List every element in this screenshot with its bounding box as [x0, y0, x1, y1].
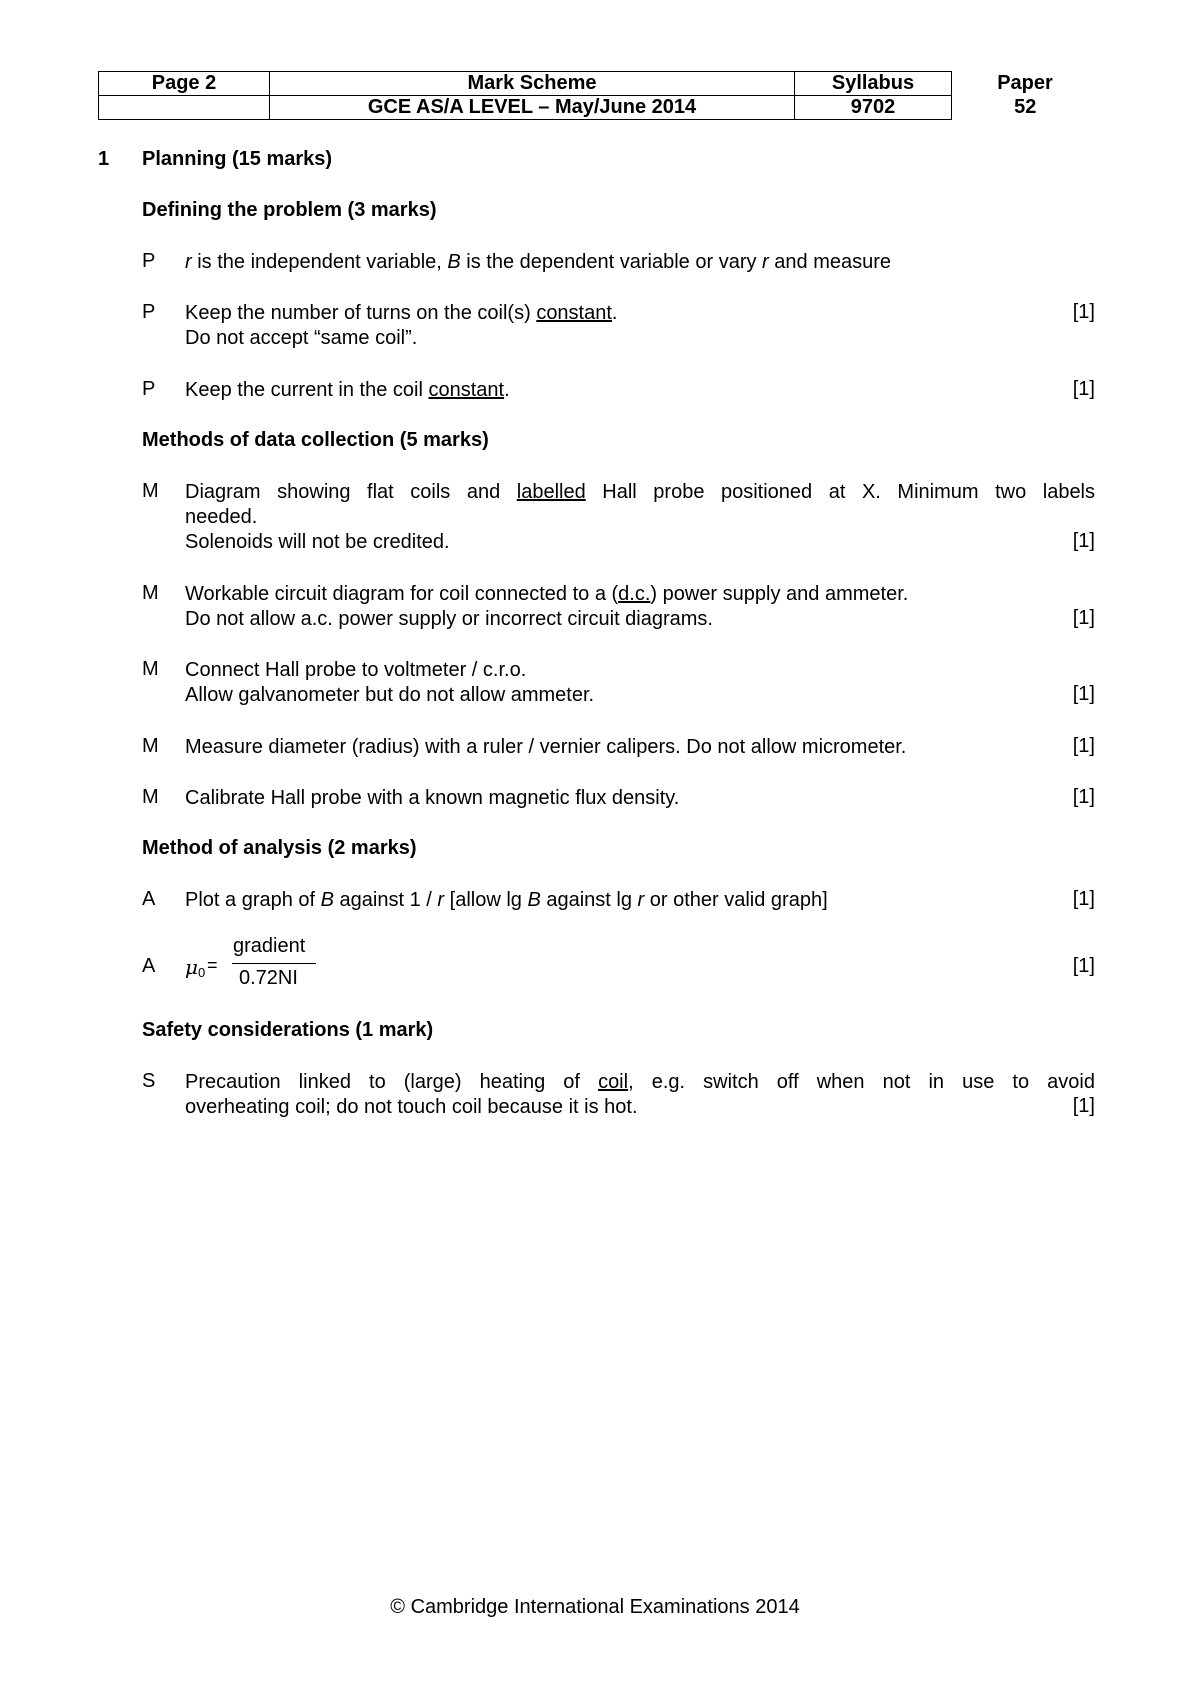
mark: [1] — [1072, 530, 1095, 552]
footer-copyright: © Cambridge International Examinations 2014 — [390, 1596, 800, 1618]
mark: [1] — [1072, 735, 1095, 757]
methods-heading: Methods of data collection (5 marks) — [142, 429, 489, 451]
item-p1-text: r is the independent variable, B is the dependent variable or vary r and measure — [185, 251, 892, 273]
header-paper-label: Paper — [997, 72, 1053, 94]
item-m1-rest: needed. Solenoids will not be credited. — [185, 506, 450, 553]
item-p3-text: Keep the current in the coil constant. — [185, 379, 510, 401]
header-paper-code: 52 — [1014, 96, 1037, 118]
mark: [1] — [1072, 683, 1095, 705]
analysis-heading: Method of analysis (2 marks) — [142, 837, 417, 859]
item-m3-text: Connect Hall probe to voltmeter / c.r.o. Allow galvanometer but do not allow ammeter. — [185, 659, 595, 706]
item-code: M — [142, 480, 159, 502]
formula-denominator: 0.72NI — [239, 967, 298, 989]
mark: [1] — [1072, 786, 1095, 808]
item-s1-line1: Precaution linked to (large) heating of coil, e.g. switch off when not in use to avoid — [185, 1071, 1095, 1093]
item-code: P — [142, 378, 156, 400]
item-m4-text: Measure diameter (radius) with a ruler / vernier calipers. Do not allow micrometer. — [185, 736, 907, 758]
mark: [1] — [1072, 378, 1095, 400]
item-a1-text: Plot a graph of B against 1 / r [allow lg B against lg r or other valid graph] — [185, 889, 828, 911]
item-code: M — [142, 582, 159, 604]
mark: [1] — [1072, 607, 1095, 629]
header-mark-scheme: Mark Scheme — [270, 72, 795, 96]
mark: [1] — [1072, 301, 1095, 323]
item-m2-text: Workable circuit diagram for coil connected to a (d.c.) power supply and ammeter. Do not allow a.c. power supply or incorrect circuit diagrams. — [185, 583, 909, 630]
formula-mu: μ — [185, 955, 198, 979]
item-code: P — [142, 250, 156, 272]
formula-equals: = — [207, 955, 218, 975]
mark: [1] — [1072, 888, 1095, 910]
fraction-bar — [232, 963, 316, 964]
header-table — [98, 71, 1099, 120]
item-code: M — [142, 786, 159, 808]
mark: [1] — [1072, 1095, 1095, 1117]
header-syllabus-code: 9702 — [795, 96, 952, 120]
header-page: Page 2 — [99, 72, 270, 96]
formula-subscript: 0 — [198, 965, 206, 980]
planning-heading: Planning (15 marks) — [142, 148, 333, 170]
mark: [1] — [1072, 955, 1095, 977]
header-empty-cell — [99, 96, 270, 120]
item-m1-line1: Diagram showing flat coils and labelled Hall probe positioned at X. Minimum two labels — [185, 481, 1096, 503]
item-p2-text: Keep the number of turns on the coil(s) constant. Do not accept “same coil”. — [185, 302, 618, 349]
safety-heading: Safety considerations (1 mark) — [142, 1019, 434, 1041]
item-code: M — [142, 658, 159, 680]
header-syllabus-label: Syllabus — [795, 72, 952, 96]
question-number: 1 — [98, 148, 110, 170]
defining-heading: Defining the problem (3 marks) — [142, 199, 437, 221]
item-code: A — [142, 888, 156, 910]
formula-mu0 — [185, 935, 345, 995]
item-code: P — [142, 301, 156, 323]
formula-numerator: gradient — [233, 935, 306, 957]
header-exam: GCE AS/A LEVEL – May/June 2014 — [270, 96, 795, 120]
item-code: M — [142, 735, 159, 757]
item-s1-line2: overheating coil; do not touch coil because it is hot. — [185, 1096, 638, 1118]
item-code: S — [142, 1070, 156, 1092]
item-m5-text: Calibrate Hall probe with a known magnetic flux density. — [185, 787, 680, 809]
item-code: A — [142, 955, 156, 977]
